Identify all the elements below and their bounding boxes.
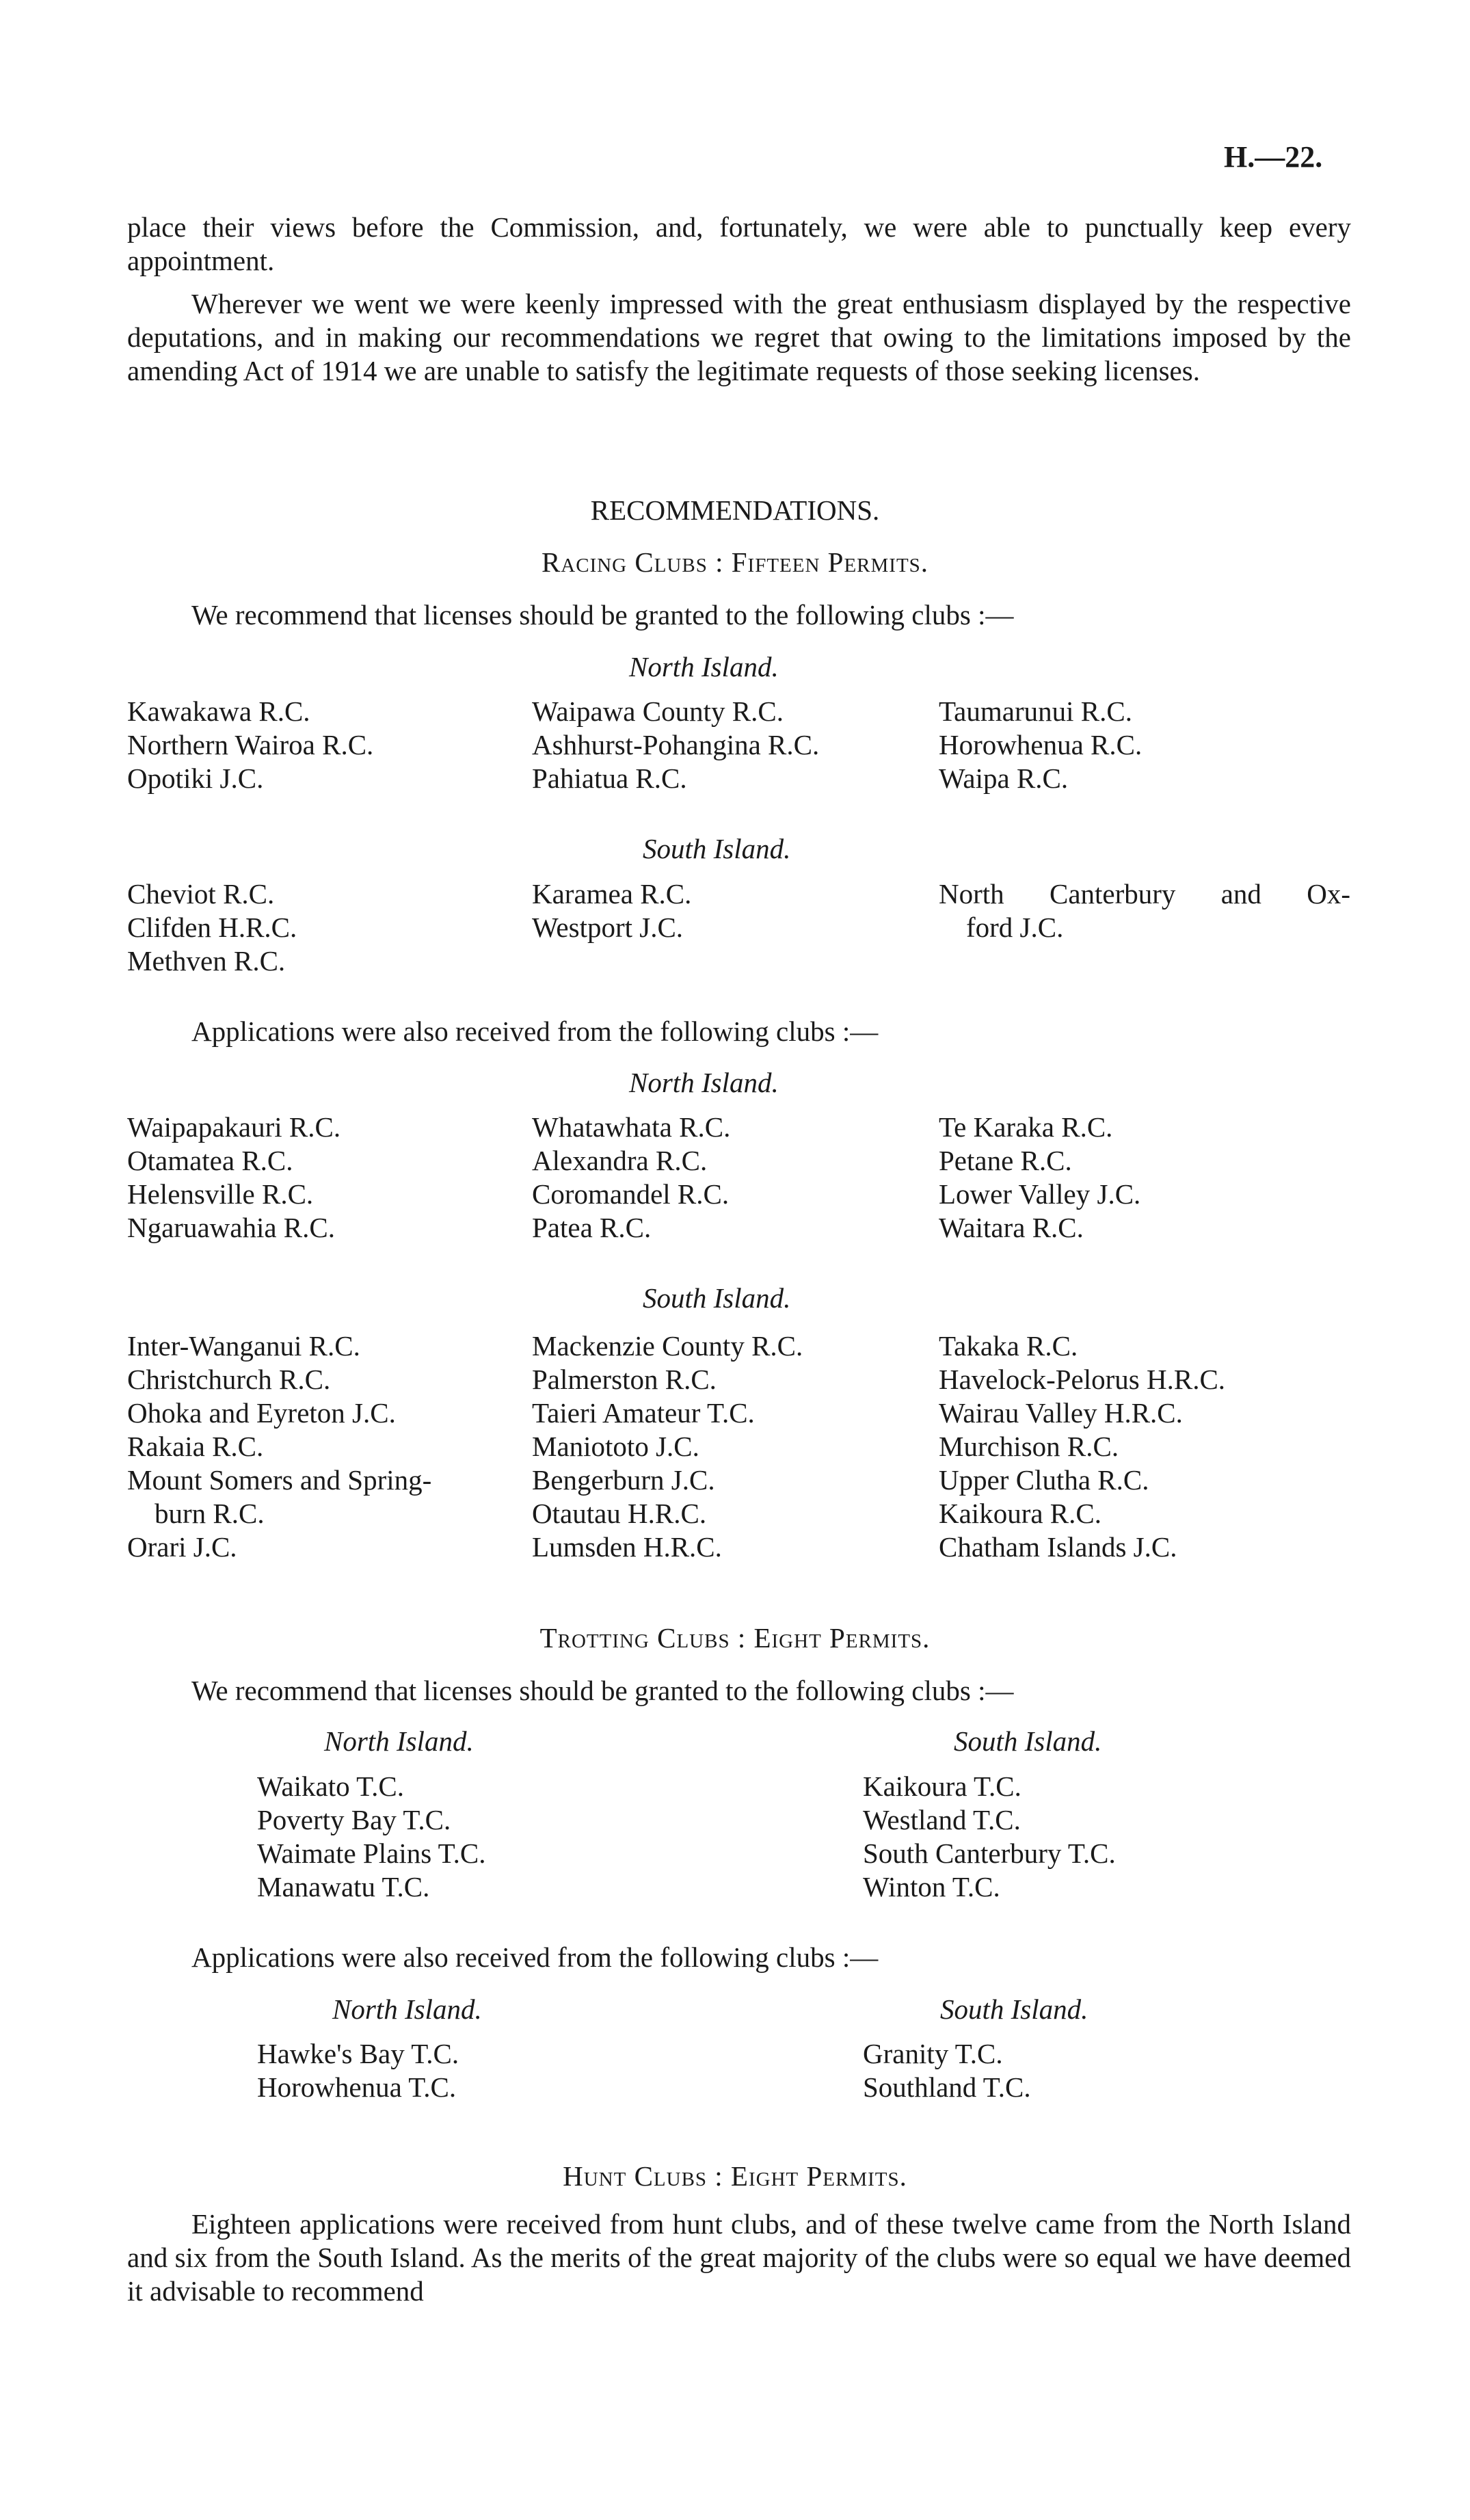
- racing-app-south-col3: [939, 1329, 1225, 1564]
- club-name: Kaikoura T.C.: [863, 1770, 1021, 1802]
- racing-app-north-label: North Island.: [629, 1067, 779, 1098]
- club-name: Patea R.C.: [532, 1212, 652, 1243]
- racing-rec-south-label: South Island.: [643, 833, 791, 864]
- club-name: Pahiatua R.C.: [532, 762, 687, 794]
- club-name: Cheviot R.C.: [127, 878, 275, 910]
- club-name: Waipa R.C.: [939, 762, 1069, 794]
- club-name-continuation: ford J.C.: [966, 912, 1064, 943]
- racing-app-north-col1: [127, 1111, 340, 1245]
- club-name: Te Karaka R.C.: [939, 1111, 1113, 1143]
- club-name: Christchurch R.C.: [127, 1364, 331, 1395]
- club-name: Northern Wairoa R.C.: [127, 729, 374, 760]
- club-name: Waipapakauri R.C.: [127, 1111, 341, 1143]
- club-name: Kawakawa R.C.: [127, 695, 310, 727]
- club-name: Kaikoura R.C.: [939, 1498, 1101, 1529]
- club-name: Hawke's Bay T.C.: [257, 2038, 459, 2069]
- club-name: Rakaia R.C.: [127, 1431, 264, 1462]
- club-name: Granity T.C.: [863, 2038, 1003, 2069]
- club-name: Winton T.C.: [863, 1871, 1000, 1902]
- trotting-applications-intro: Applications were also received from the following clubs :—: [191, 1941, 879, 1973]
- racing-rec-north-col3: [939, 695, 1142, 795]
- club-name: Petane R.C.: [939, 1145, 1072, 1176]
- club-name: Otautau H.R.C.: [532, 1498, 707, 1529]
- racing-app-south-col2: [532, 1329, 803, 1564]
- racing-clubs-heading: Racing Clubs : Fifteen Permits.: [541, 546, 929, 578]
- trotting-clubs-heading: Trotting Clubs : Eight Permits.: [539, 1622, 931, 1654]
- club-name: North Canterbury and Ox-: [939, 878, 1350, 910]
- racing-rec-south-col3: [939, 877, 1350, 944]
- trotting-rec-south-list: [863, 1770, 1116, 1904]
- club-name: Manawatu T.C.: [257, 1871, 430, 1902]
- trotting-rec-north-label: North Island.: [324, 1725, 474, 1757]
- racing-app-north-col3: [939, 1111, 1140, 1245]
- club-name: Methven R.C.: [127, 945, 286, 977]
- club-name: Waikato T.C.: [257, 1770, 404, 1802]
- club-name: Lower Valley J.C.: [939, 1178, 1141, 1210]
- club-name: Upper Clutha R.C.: [939, 1464, 1149, 1496]
- trotting-app-north-list: [257, 2037, 459, 2104]
- club-name: Waitara R.C.: [939, 1212, 1084, 1243]
- club-name: Waipawa County R.C.: [532, 695, 784, 727]
- club-name: Mackenzie County R.C.: [532, 1330, 803, 1362]
- club-name: Ashhurst-Pohangina R.C.: [532, 729, 820, 760]
- trotting-rec-south-label: South Island.: [954, 1725, 1102, 1757]
- club-name-continuation: burn R.C.: [155, 1498, 265, 1529]
- racing-rec-north-col1: [127, 695, 373, 795]
- racing-app-south-label: South Island.: [643, 1282, 791, 1314]
- club-name: Havelock-Pelorus H.R.C.: [939, 1364, 1226, 1395]
- club-name: Waimate Plains T.C.: [257, 1838, 486, 1869]
- trotting-recommend-intro: We recommend that licenses should be granted to the following clubs :—: [191, 1675, 1014, 1706]
- club-name: Southland T.C.: [863, 2071, 1031, 2103]
- club-name: Horowhenua R.C.: [939, 729, 1142, 760]
- racing-app-south-col1: [127, 1329, 431, 1564]
- racing-recommend-intro: We recommend that licenses should be granted to the following clubs :—: [191, 599, 1014, 631]
- trotting-rec-north-list: [257, 1770, 486, 1904]
- club-name: Taieri Amateur T.C.: [532, 1397, 755, 1429]
- club-name: Westport J.C.: [532, 912, 684, 943]
- racing-rec-north-label: North Island.: [629, 651, 779, 682]
- club-name: Coromandel R.C.: [532, 1178, 730, 1210]
- club-name: Maniototo J.C.: [532, 1431, 699, 1462]
- club-name: Helensville R.C.: [127, 1178, 314, 1210]
- club-name: Orari J.C.: [127, 1531, 237, 1563]
- hunt-clubs-heading: Hunt Clubs : Eight Permits.: [563, 2160, 907, 2192]
- club-name: Westland T.C.: [863, 1804, 1021, 1835]
- hunt-clubs-paragraph: Eighteen applications were received from hunt clubs, and of these twelve came from the North Island and six from the South Island. As the merits of the great majority of the clubs were so equal we have deemed it advisable to recommend: [127, 2208, 1351, 2307]
- club-name: Alexandra R.C.: [532, 1145, 708, 1176]
- trotting-app-north-label: North Island.: [332, 1993, 482, 2025]
- club-name: Horowhenua T.C.: [257, 2071, 457, 2103]
- intro-paragraph-2: Wherever we went we were keenly impressed with the great enthusiasm displayed by the respective deputations, and in making our recommendations we regret that owing to the limitations imposed by the amending Act of 1914 we are unable to satisfy the legitimate requests of those seeking licenses.: [127, 288, 1351, 386]
- club-name: Takaka R.C.: [939, 1330, 1078, 1362]
- club-name: Mount Somers and Spring-: [127, 1464, 432, 1496]
- club-name: Palmerston R.C.: [532, 1364, 717, 1395]
- racing-rec-south-col1: [127, 877, 297, 978]
- trotting-app-south-list: [863, 2037, 1031, 2104]
- racing-applications-intro: Applications were also received from the following clubs :—: [191, 1016, 879, 1047]
- racing-rec-south-col2: [532, 877, 691, 944]
- page-identifier: H.—22.: [1224, 140, 1323, 174]
- club-name: Poverty Bay T.C.: [257, 1804, 451, 1835]
- intro-paragraph-1: place their views before the Commission, and, fortunately, we were able to punctually keep every appointment.: [127, 211, 1351, 276]
- club-name: South Canterbury T.C.: [863, 1838, 1116, 1869]
- racing-app-north-col2: [532, 1111, 730, 1245]
- club-name: Otamatea R.C.: [127, 1145, 293, 1176]
- club-name: Lumsden H.R.C.: [532, 1531, 722, 1563]
- racing-rec-north-col2: [532, 695, 819, 795]
- club-name: Whatawhata R.C.: [532, 1111, 731, 1143]
- club-name: Bengerburn J.C.: [532, 1464, 715, 1496]
- club-name: Chatham Islands J.C.: [939, 1531, 1177, 1563]
- club-name: Taumarunui R.C.: [939, 695, 1132, 727]
- recommendations-heading: RECOMMENDATIONS.: [590, 494, 880, 526]
- club-name: Ohoka and Eyreton J.C.: [127, 1397, 396, 1429]
- club-name: Ngaruawahia R.C.: [127, 1212, 335, 1243]
- club-name: Clifden H.R.C.: [127, 912, 297, 943]
- trotting-app-south-label: South Island.: [940, 1993, 1088, 2025]
- club-name: Karamea R.C.: [532, 878, 692, 910]
- club-name: Opotiki J.C.: [127, 762, 264, 794]
- club-name: Murchison R.C.: [939, 1431, 1119, 1462]
- club-name: Wairau Valley H.R.C.: [939, 1397, 1183, 1429]
- club-name: Inter-Wanganui R.C.: [127, 1330, 360, 1362]
